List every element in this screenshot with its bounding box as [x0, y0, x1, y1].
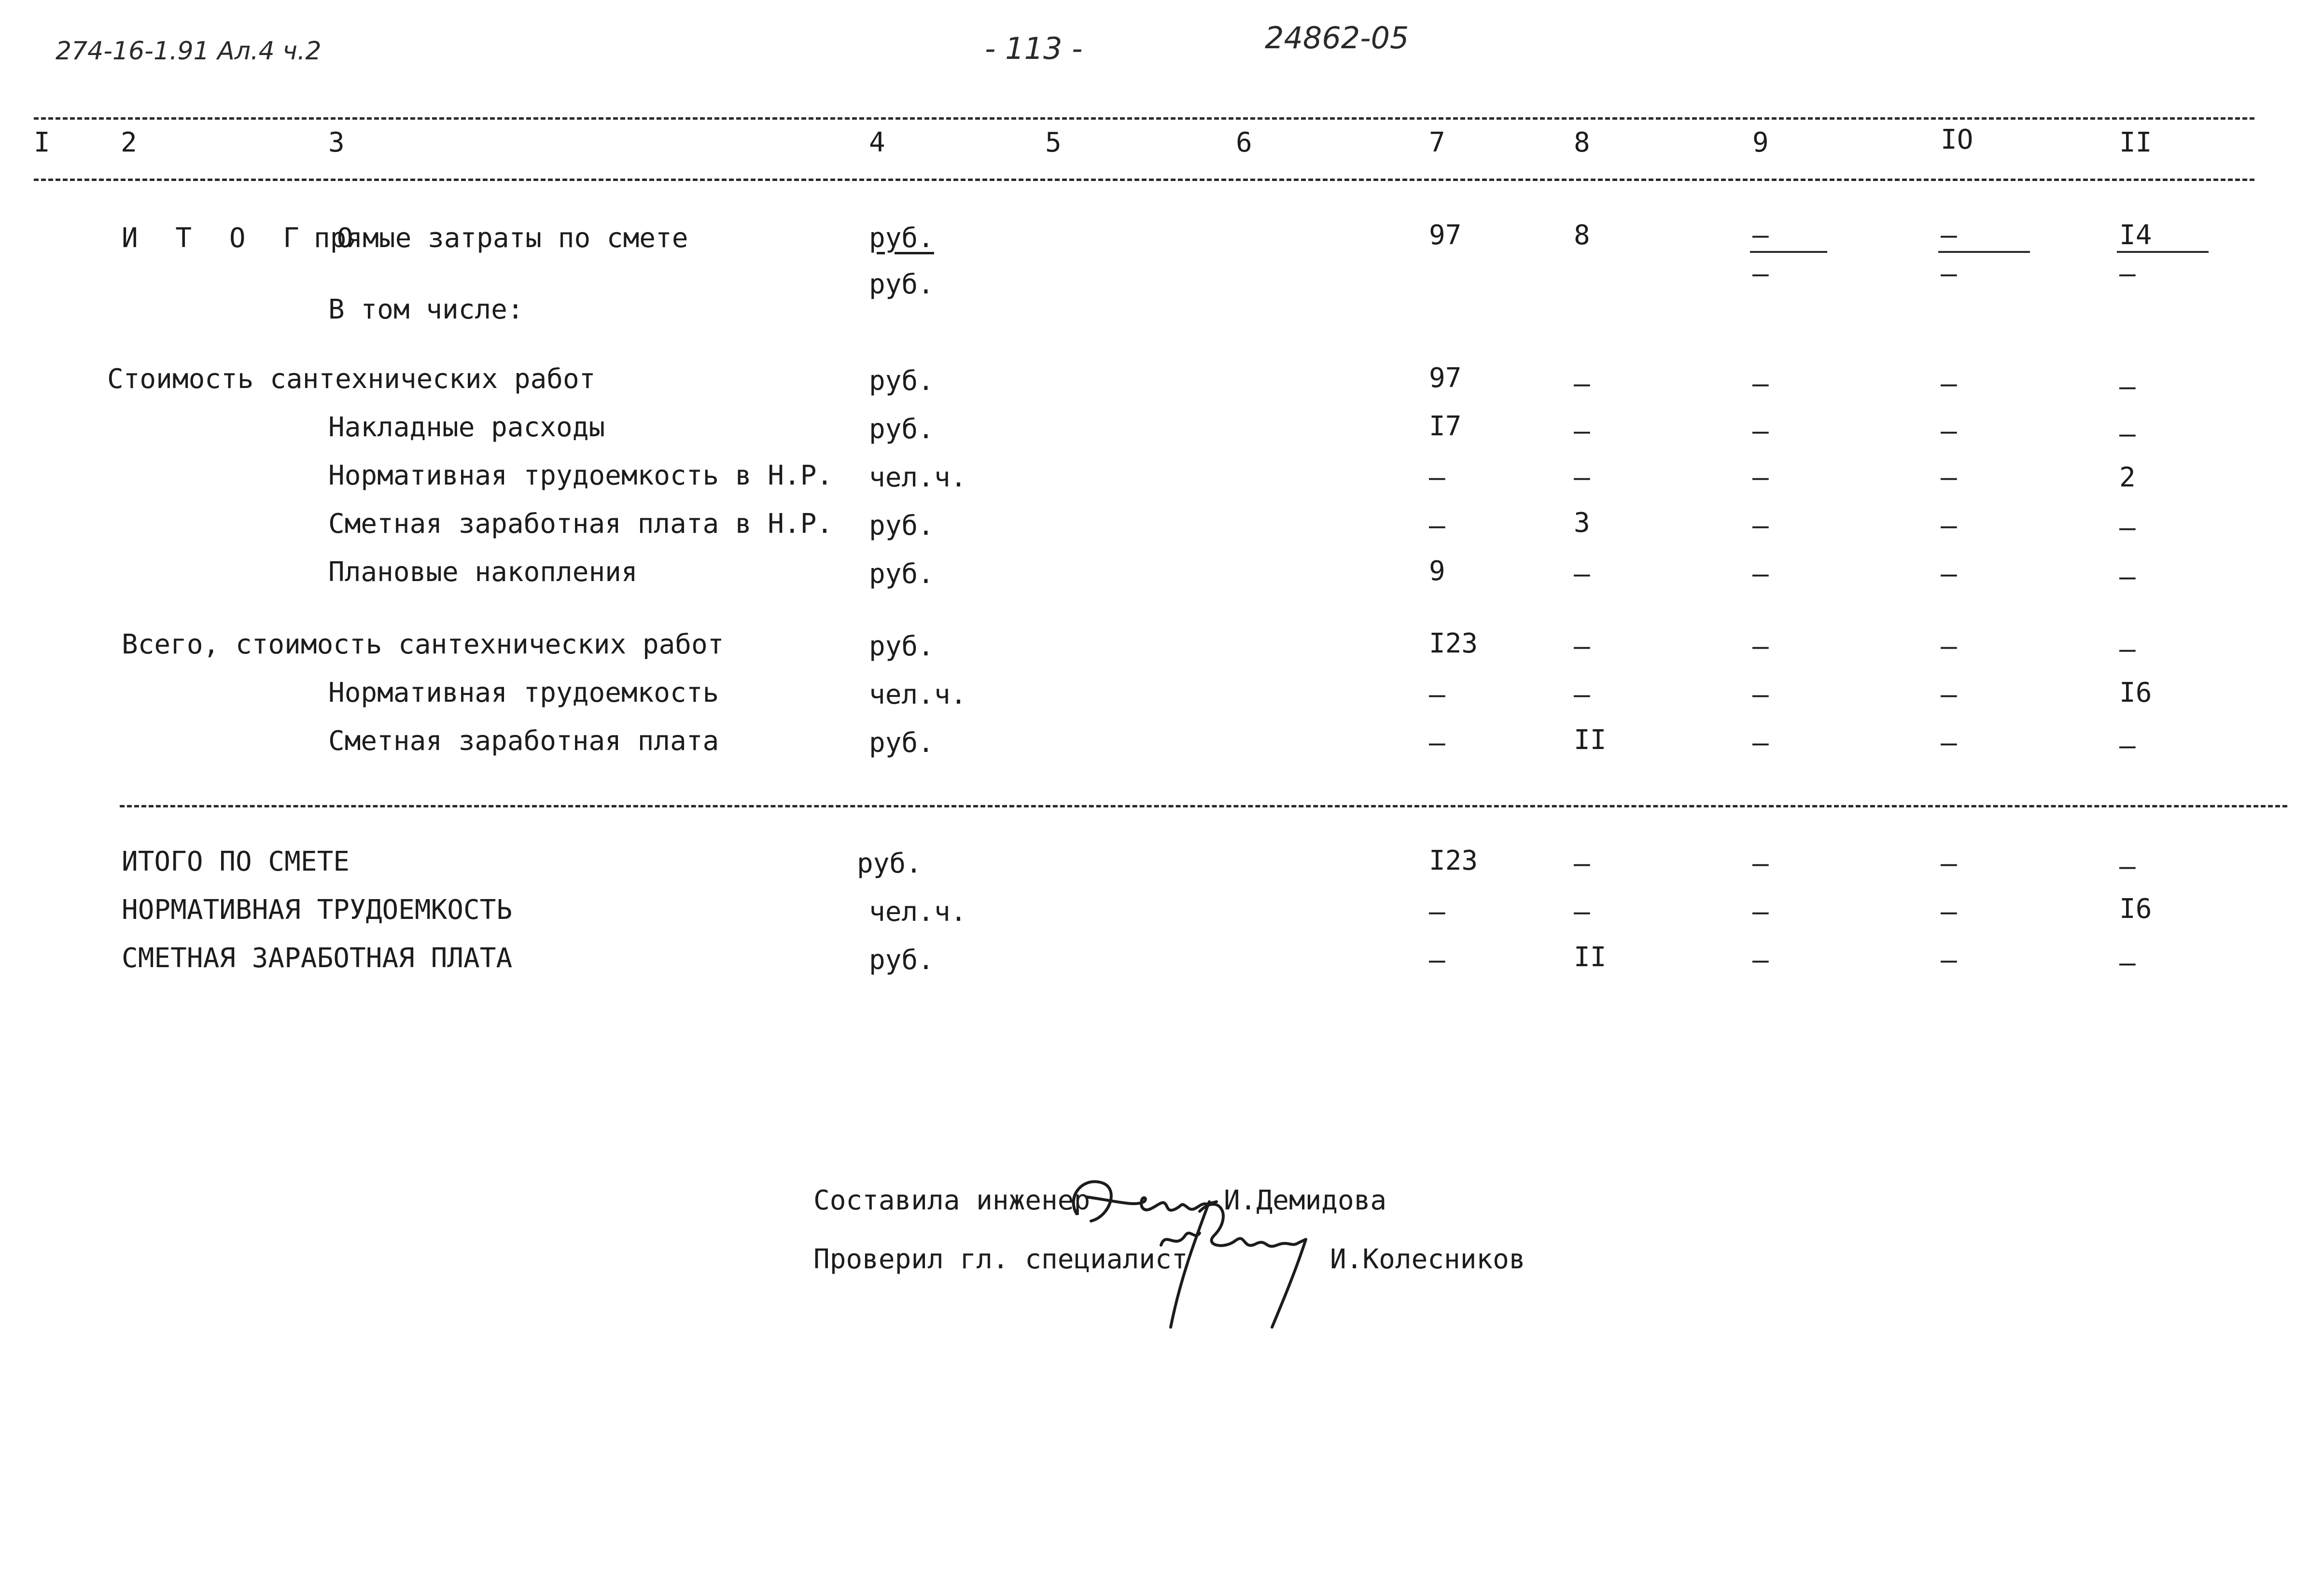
total-unit: чел.ч. — [869, 896, 967, 928]
signature-kolesnikov — [1151, 1182, 1335, 1342]
row-c7: – — [1429, 727, 1445, 759]
row-c7: I7 — [1429, 411, 1462, 442]
row-c7: 9 — [1429, 555, 1445, 587]
row-c9: – — [1752, 558, 1769, 590]
row-c8: – — [1574, 631, 1590, 662]
row-c10: – — [1941, 462, 1957, 493]
row-label: И Т О Г О — [122, 222, 364, 254]
row-c9: – — [1752, 510, 1769, 541]
row-label: Накладные расходы — [328, 412, 605, 443]
row-c8: – — [1574, 368, 1590, 400]
total-c11: I6 — [2119, 893, 2152, 925]
doc-number: 24862-05 — [1265, 20, 1409, 56]
col-header-8: 8 — [1574, 127, 1590, 158]
total-c8: II — [1574, 942, 1607, 973]
row-unit: руб. — [869, 727, 934, 759]
underline-c10 — [1938, 251, 2030, 253]
compiled-by-label: Составила инженер — [813, 1185, 1091, 1216]
total-c10: – — [1941, 944, 1957, 976]
header-rule-bottom — [34, 179, 2254, 181]
row-unit: руб. — [869, 631, 934, 662]
row-c10: – — [1941, 368, 1957, 400]
total-c11: – — [2119, 851, 2136, 882]
total-label: ИТОГО ПО СМЕТЕ — [122, 846, 350, 877]
compiled-by-name: И.Демидова — [1224, 1185, 1387, 1216]
underline-c9 — [1750, 251, 1827, 253]
row-unit: чел.ч. — [869, 462, 967, 493]
row-c7: 97 — [1429, 362, 1462, 394]
row-c9: – — [1752, 462, 1769, 493]
row-label: Сметная заработная плата — [328, 725, 719, 757]
row-c7: – — [1429, 462, 1445, 493]
underline-c11 — [2117, 251, 2209, 253]
checked-by-label: Проверил гл. специалист — [813, 1244, 1188, 1275]
row-c8: – — [1574, 462, 1590, 493]
col-header-6: 6 — [1236, 127, 1252, 158]
row-c8: – — [1574, 558, 1590, 590]
total-c10: – — [1941, 848, 1957, 879]
row-c10: – — [1941, 510, 1957, 541]
header-rule-top — [34, 117, 2254, 120]
row-unit: чел.ч. — [869, 679, 967, 710]
total-c10: – — [1941, 896, 1957, 928]
page-number: - 113 - — [985, 31, 1083, 66]
row-unit: руб. — [869, 510, 934, 541]
col-header-9: 9 — [1752, 127, 1769, 158]
col-header-10: IO — [1941, 124, 1973, 155]
row-c8: – — [1574, 416, 1590, 447]
row-c10: – — [1941, 558, 1957, 590]
row-c7: 97 — [1429, 220, 1462, 251]
row-c11: – — [2119, 561, 2136, 593]
row-c8: II — [1574, 724, 1607, 756]
row-c11: – — [2119, 418, 2136, 450]
row-c11: 2 — [2119, 462, 2136, 493]
row-c11: I4 — [2119, 220, 2152, 251]
checked-by-name: И.Колесников — [1330, 1244, 1525, 1275]
col-header-5: 5 — [1045, 127, 1062, 158]
col-header-11: II — [2119, 127, 2152, 158]
col-header-3: 3 — [328, 127, 345, 158]
row-c9: – — [1752, 631, 1769, 662]
total-label: НОРМАТИВНАЯ ТРУДОЕМКОСТЬ — [122, 894, 513, 926]
row-c7: – — [1429, 679, 1445, 710]
row-c8: 3 — [1574, 507, 1590, 539]
row-c9: – — [1752, 368, 1769, 400]
row-label: Нормативная трудоемкость — [328, 677, 719, 708]
col-header-4: 4 — [869, 127, 885, 158]
total-c11: – — [2119, 947, 2136, 979]
row-label: Плановые накопления — [328, 556, 638, 588]
row-label: Всего, стоимость сантехнических работ — [122, 629, 724, 660]
row-c9: – — [1752, 416, 1769, 447]
total-unit: руб. — [857, 848, 922, 879]
total-c7: I23 — [1429, 845, 1478, 876]
row-c10: – — [1941, 727, 1957, 759]
row-c11: – — [2119, 730, 2136, 762]
total-c8: – — [1574, 896, 1590, 928]
row-c9: – — [1752, 679, 1769, 710]
row-c10: – — [1941, 258, 1957, 290]
total-c9: – — [1752, 944, 1769, 976]
row-c11: – — [2119, 634, 2136, 665]
row-c11: I6 — [2119, 677, 2152, 708]
row-c9: – — [1752, 220, 1769, 251]
row-c7: I23 — [1429, 628, 1478, 659]
row-unit: руб. — [869, 222, 934, 254]
row-c10: – — [1941, 631, 1957, 662]
row-c10: – — [1941, 220, 1957, 251]
col-header-1: I — [34, 127, 50, 158]
row-c8: – — [1574, 679, 1590, 710]
row-c11: – — [2119, 512, 2136, 543]
total-unit: руб. — [869, 944, 934, 976]
row-sublabel: прямые затраты по смете — [314, 222, 688, 254]
row-c10: – — [1941, 416, 1957, 447]
total-c8: – — [1574, 848, 1590, 879]
row-unit: руб. — [869, 269, 934, 300]
row-label: Стоимость сантехнических работ — [107, 363, 596, 395]
row-c11: – — [2119, 371, 2136, 402]
total-label: СМЕТНАЯ ЗАРАБОТНАЯ ПЛАТА — [122, 943, 513, 974]
col-header-7: 7 — [1429, 127, 1445, 158]
row-unit: руб. — [869, 558, 934, 590]
row-c9: – — [1752, 727, 1769, 759]
doc-code-annotation: 274-16-1.91 Ал.4 ч.2 — [56, 37, 322, 66]
row-label: В том числе: — [328, 294, 524, 325]
row-c11: – — [2119, 258, 2136, 290]
total-c9: – — [1752, 896, 1769, 928]
row-label: Нормативная трудоемкость в Н.Р. — [328, 460, 833, 491]
total-c7: – — [1429, 896, 1445, 928]
total-c9: – — [1752, 848, 1769, 879]
row-unit: руб. — [869, 414, 934, 445]
col-header-2: 2 — [121, 127, 137, 158]
total-c7: – — [1429, 944, 1445, 976]
row-c8: 8 — [1574, 220, 1590, 251]
row-label: Сметная заработная плата в Н.Р. — [328, 508, 833, 540]
totals-separator — [120, 805, 2287, 807]
row-c10: – — [1941, 679, 1957, 710]
row-unit: руб. — [869, 365, 934, 397]
row-c7: – — [1429, 510, 1445, 541]
row-c9: – — [1752, 258, 1769, 290]
